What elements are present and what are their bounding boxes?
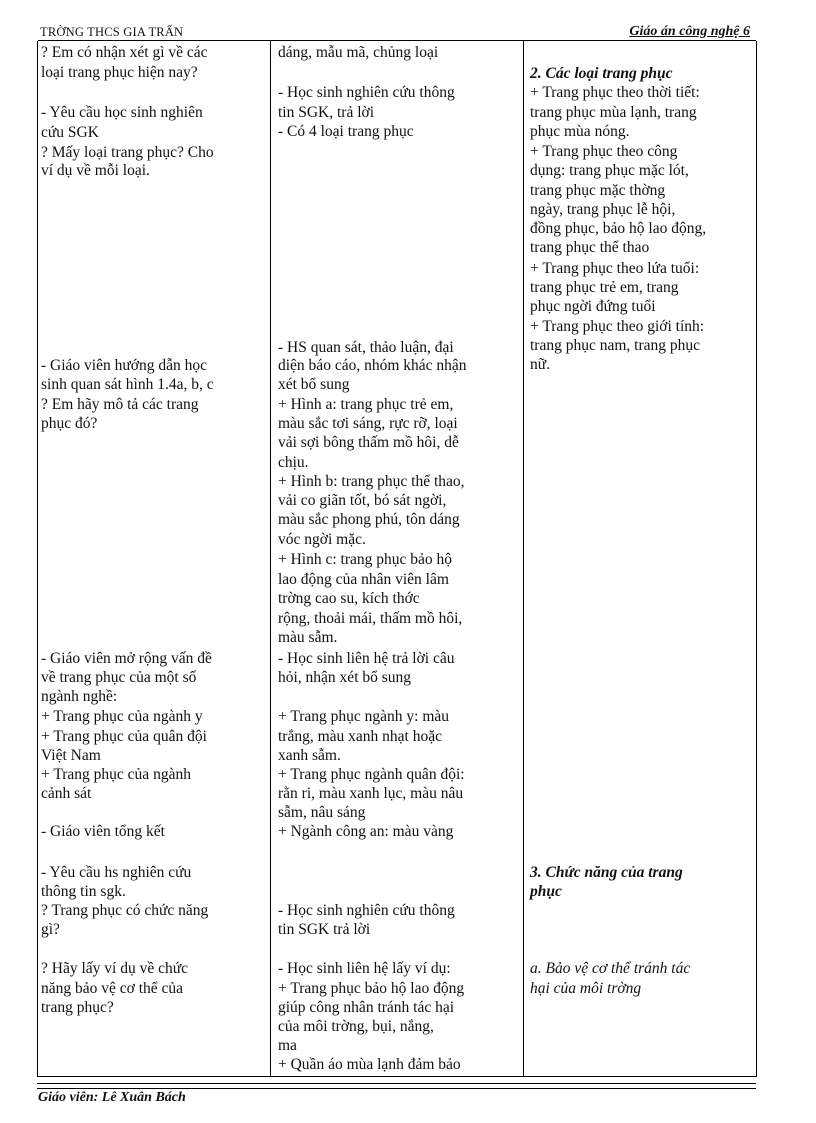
text-line: - Học sinh nghiên cứu thông: [278, 902, 455, 919]
text-line: - Yêu cầu hs nghiên cứu: [41, 864, 192, 881]
section-heading: phục: [530, 883, 562, 900]
text-line: - Học sinh liên hệ trả lời câu: [278, 650, 455, 667]
text-line: ? Mấy loại trang phục? Cho: [41, 144, 214, 161]
text-line: - Yêu cầu học sinh nghiên: [41, 104, 203, 121]
text-line: ? Trang phục có chức năng: [41, 902, 209, 919]
text-line: sẫm, nâu sáng: [278, 804, 366, 821]
text-line: + Hình a: trang phục trẻ em,: [278, 396, 454, 413]
text-line: - Học sinh nghiên cứu thông: [278, 84, 455, 101]
text-line: ? Hãy lấy ví dụ về chức: [41, 960, 188, 977]
text-line: - Giáo viên mở rộng vấn đề: [41, 650, 212, 667]
text-line: màu sắc phong phú, tôn dáng: [278, 511, 460, 528]
text-line: của môi trờng, bụi, nắng,: [278, 1018, 434, 1035]
text-line: + Trang phục của quân đội: [41, 728, 207, 745]
text-line: + Trang phục theo công: [530, 143, 678, 160]
text-line: trắng, màu xanh nhạt hoặc: [278, 728, 442, 745]
text-line: trang phục thể thao: [530, 239, 650, 256]
column-divider: [270, 41, 271, 1076]
subject-title: Giáo án công nghệ 6: [629, 24, 750, 39]
text-line: tin SGK, trả lời: [278, 104, 375, 121]
text-line: ? Em có nhận xét gì về các: [41, 44, 208, 61]
column-divider: [523, 41, 524, 1076]
text-line: năng bảo vệ cơ thể của: [41, 980, 184, 997]
text-line: rằn ri, màu xanh lục, màu nâu: [278, 785, 464, 802]
subsection-heading: a. Bảo vệ cơ thể tránh tác: [530, 960, 691, 977]
lesson-table: [37, 41, 757, 1077]
text-line: vải sợi bông thấm mồ hôi, dễ: [278, 434, 459, 451]
text-line: gì?: [41, 921, 60, 938]
text-line: ví dụ về mỗi loại.: [41, 162, 150, 179]
text-line: lao động của nhân viên lâm: [278, 571, 449, 588]
text-line: hỏi, nhận xét bổ sung: [278, 669, 412, 686]
text-line: xanh sẫm.: [278, 747, 341, 764]
teacher-name: Giáo viên: Lê Xuân Bách: [38, 1090, 186, 1105]
text-line: màu sẫm.: [278, 629, 338, 646]
text-line: dáng, mẫu mã, chủng loại: [278, 44, 439, 61]
school-name: TRỜNG THCS GIA TRẤN: [40, 25, 184, 39]
text-line: vải co giãn tốt, bó sát ngời,: [278, 492, 447, 509]
text-line: phục đó?: [41, 415, 98, 432]
text-line: trang phục mùa lạnh, trang: [530, 104, 697, 121]
text-line: + Trang phục theo giới tính:: [530, 318, 705, 335]
text-line: - Học sinh liên hệ lấy ví dụ:: [278, 960, 451, 977]
text-line: + Hình c: trang phục bảo hộ: [278, 551, 453, 568]
text-line: + Trang phục bảo hộ lao động: [278, 980, 465, 997]
text-line: trờng cao su, kích thớc: [278, 590, 420, 607]
page-header: [38, 24, 756, 41]
text-line: ma: [278, 1037, 297, 1054]
text-line: + Trang phục theo lứa tuổi:: [530, 260, 700, 277]
text-line: diện báo cáo, nhóm khác nhận: [278, 357, 467, 374]
text-line: phục mùa nóng.: [530, 123, 630, 140]
text-line: - Có 4 loại trang phục: [278, 123, 414, 140]
text-line: - Giáo viên hướng dẫn học: [41, 357, 207, 374]
text-line: ngày, trang phục lễ hội,: [530, 201, 676, 218]
text-line: nữ.: [530, 356, 551, 373]
text-line: loại trang phục hiện nay?: [41, 64, 198, 81]
text-line: + Trang phục ngành quân đội:: [278, 766, 465, 783]
text-line: chịu.: [278, 454, 309, 471]
text-line: ? Em hãy mô tả các trang: [41, 396, 199, 413]
text-line: màu sắc tơi sáng, rực rỡ, loại: [278, 415, 458, 432]
text-line: + Quần áo mùa lạnh đảm bảo: [278, 1056, 461, 1073]
text-line: trang phục nam, trang phục: [530, 337, 701, 354]
text-line: phục ngời đứng tuổi: [530, 298, 656, 315]
text-line: + Trang phục của ngành: [41, 766, 191, 783]
text-line: giúp công nhân tránh tác hại: [278, 999, 455, 1016]
text-line: cứu SGK: [41, 124, 99, 141]
text-line: + Hình b: trang phục thể thao,: [278, 473, 465, 490]
text-line: hại của môi trờng: [530, 980, 642, 997]
text-line: rộng, thoải mái, thấm mồ hôi,: [278, 610, 463, 627]
text-line: về trang phục của một số: [41, 669, 197, 686]
text-line: ngành nghề:: [41, 688, 118, 705]
text-line: cảnh sát: [41, 785, 92, 802]
text-line: xét bổ sung: [278, 376, 350, 393]
text-line: thông tin sgk.: [41, 883, 126, 900]
text-line: đồng phục, bảo hộ lao động,: [530, 220, 707, 237]
text-line: - Giáo viên tổng kết: [41, 823, 165, 840]
text-line: + Ngành công an: màu vàng: [278, 823, 454, 840]
text-line: + Trang phục ngành y: màu: [278, 708, 450, 725]
text-line: + Trang phục theo thời tiết:: [530, 84, 700, 101]
section-heading: 2. Các loại trang phục: [530, 65, 673, 82]
text-line: trang phục trẻ em, trang: [530, 279, 679, 296]
text-line: + Trang phục của ngành y: [41, 708, 203, 725]
text-line: tin SGK trả lời: [278, 921, 371, 938]
text-line: vóc ngời mặc.: [278, 531, 366, 548]
footer-rule: [37, 1088, 756, 1089]
text-line: trang phục?: [41, 999, 114, 1016]
text-line: Việt Nam: [41, 747, 101, 764]
text-line: trang phục mặc thờng: [530, 182, 666, 199]
text-line: dụng: trang phục mặc lót,: [530, 162, 689, 179]
section-heading: 3. Chức năng của trang: [530, 864, 683, 881]
text-line: sinh quan sát hình 1.4a, b, c: [41, 376, 214, 393]
text-line: - HS quan sát, thảo luận, đại: [278, 339, 454, 356]
footer-rule: [37, 1083, 756, 1084]
